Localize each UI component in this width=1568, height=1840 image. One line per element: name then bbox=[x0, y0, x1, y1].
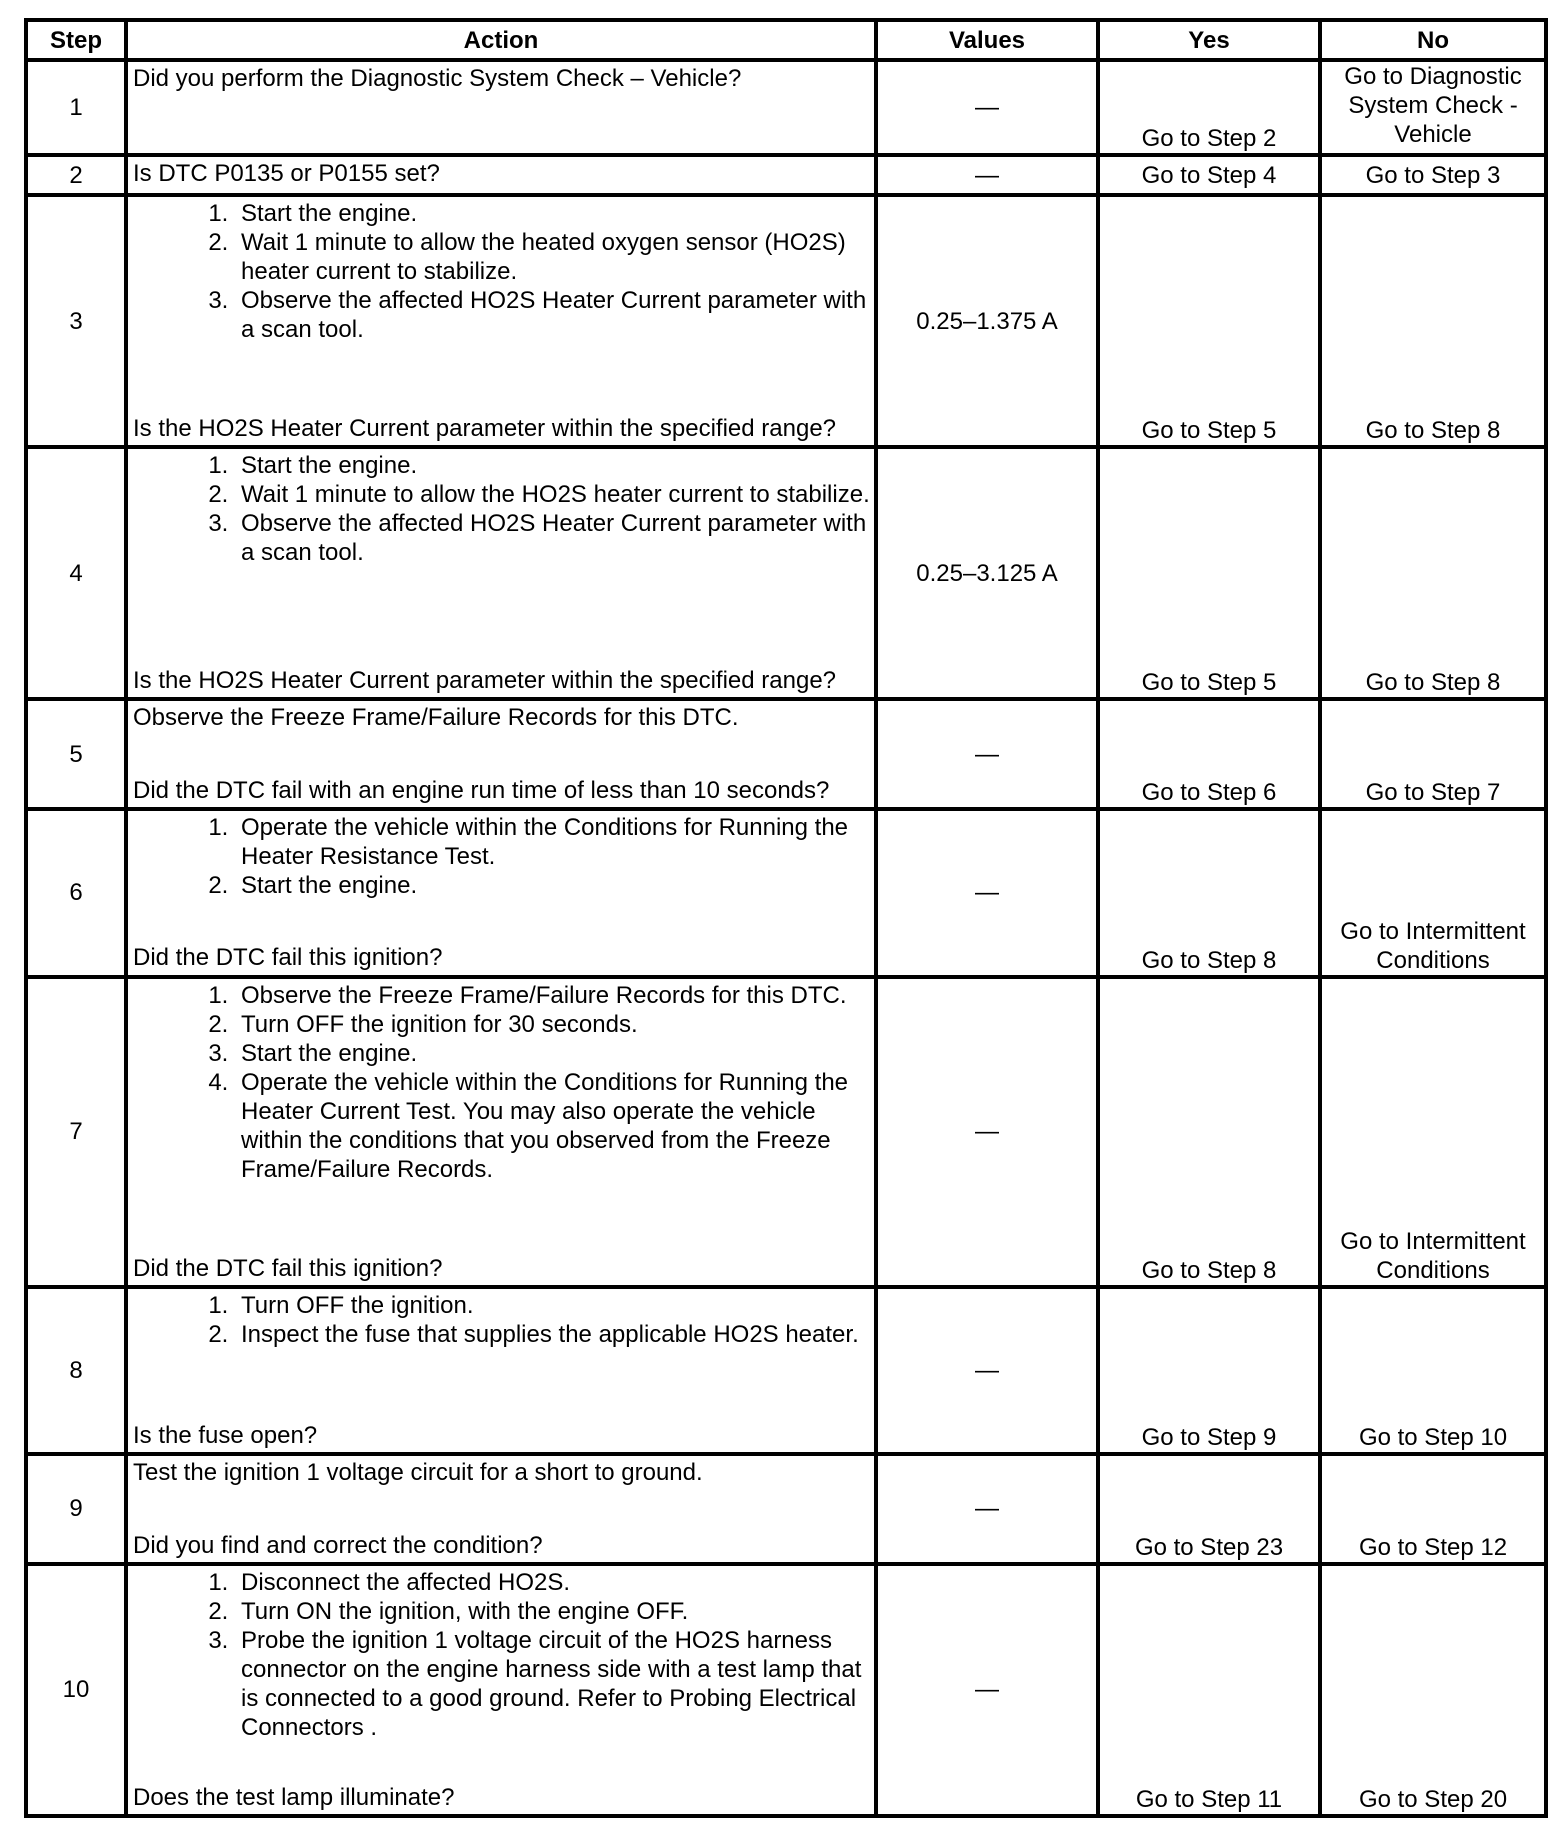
yes-cell: Go to Step 5 bbox=[1098, 447, 1320, 699]
values-cell: — bbox=[876, 60, 1098, 155]
no-cell: Go to Step 8 bbox=[1320, 195, 1546, 447]
action-cell bbox=[126, 447, 876, 699]
action-step-item: 2. Turn OFF the ignition for 30 seconds. bbox=[235, 1010, 870, 1039]
step-number: 6 bbox=[26, 809, 126, 976]
table-row bbox=[26, 1287, 1546, 1454]
action-step-item: 2. Inspect the fuse that supplies the applicable HO2S heater. bbox=[235, 1320, 870, 1349]
action-cell bbox=[126, 155, 876, 195]
header-action: Action bbox=[126, 20, 876, 60]
action-question: Is the HO2S Heater Current parameter within the specified range? bbox=[133, 415, 837, 443]
header-no: No bbox=[1320, 20, 1546, 60]
action-question: Is the HO2S Heater Current parameter within the specified range? bbox=[133, 667, 837, 695]
step-number: 10 bbox=[26, 1564, 126, 1816]
values-cell: 0.25–1.375 A bbox=[876, 195, 1098, 447]
action-steps bbox=[133, 451, 870, 567]
action-text: Is DTC P0135 or P0155 set? bbox=[133, 160, 440, 188]
action-cell bbox=[126, 60, 876, 155]
action-step-item: 3. Observe the affected HO2S Heater Current parameter with a scan tool. bbox=[235, 509, 870, 567]
no-cell: Go to Step 7 bbox=[1320, 699, 1546, 809]
no-cell: Go to Step 20 bbox=[1320, 1564, 1546, 1816]
action-cell bbox=[126, 809, 876, 976]
action-cell bbox=[126, 977, 876, 1287]
values-cell: — bbox=[876, 699, 1098, 809]
action-text: Observe the Freeze Frame/Failure Records for this DTC. bbox=[133, 704, 739, 732]
action-question: Did the DTC fail with an engine run time of less than 10 seconds? bbox=[133, 777, 830, 805]
yes-cell: Go to Step 11 bbox=[1098, 1564, 1320, 1816]
action-step-item: 2. Wait 1 minute to allow the HO2S heater current to stabilize. bbox=[235, 480, 870, 509]
no-cell: Go to Step 10 bbox=[1320, 1287, 1546, 1454]
action-question: Did you find and correct the condition? bbox=[133, 1531, 543, 1559]
step-number: 8 bbox=[26, 1287, 126, 1454]
action-question: Did the DTC fail this ignition? bbox=[133, 1254, 443, 1282]
action-step-item: 2. Wait 1 minute to allow the heated oxygen sensor (HO2S) heater current to stabilize. bbox=[235, 228, 870, 286]
no-cell: Go to Step 8 bbox=[1320, 447, 1546, 699]
table-row bbox=[26, 1454, 1546, 1564]
diagnostic-table bbox=[24, 18, 1548, 1818]
values-cell: 0.25–3.125 A bbox=[876, 447, 1098, 699]
values-cell: — bbox=[876, 977, 1098, 1287]
header-step: Step bbox=[26, 20, 126, 60]
yes-cell: Go to Step 6 bbox=[1098, 699, 1320, 809]
action-step-item: 2. Turn ON the ignition, with the engine OFF. bbox=[235, 1597, 870, 1626]
action-steps bbox=[133, 1291, 870, 1349]
step-number: 7 bbox=[26, 977, 126, 1287]
action-cell bbox=[126, 195, 876, 447]
step-number: 2 bbox=[26, 155, 126, 195]
yes-cell: Go to Step 4 bbox=[1098, 155, 1320, 195]
yes-cell: Go to Step 8 bbox=[1098, 809, 1320, 976]
values-cell: — bbox=[876, 155, 1098, 195]
header-row bbox=[26, 20, 1546, 60]
action-question: Did the DTC fail this ignition? bbox=[133, 944, 443, 972]
action-text: Test the ignition 1 voltage circuit for a short to ground. bbox=[133, 1458, 703, 1486]
action-cell bbox=[126, 1287, 876, 1454]
action-steps bbox=[133, 981, 870, 1184]
yes-cell: Go to Step 5 bbox=[1098, 195, 1320, 447]
action-cell bbox=[126, 1564, 876, 1816]
action-steps bbox=[133, 1568, 870, 1742]
action-step-item: 3. Start the engine. bbox=[235, 1039, 870, 1068]
action-step-item: 1. Observe the Freeze Frame/Failure Records for this DTC. bbox=[235, 981, 870, 1010]
yes-cell: Go to Step 23 bbox=[1098, 1454, 1320, 1564]
yes-cell: Go to Step 2 bbox=[1098, 60, 1320, 155]
no-cell: Go to Intermittent Conditions bbox=[1320, 809, 1546, 976]
action-cell bbox=[126, 699, 876, 809]
yes-cell: Go to Step 9 bbox=[1098, 1287, 1320, 1454]
step-number: 3 bbox=[26, 195, 126, 447]
action-step-item: 1. Operate the vehicle within the Conditions for Running the Heater Resistance Test. bbox=[235, 813, 870, 871]
action-step-item: 3. Probe the ignition 1 voltage circuit of the HO2S harness connector on the engine harness side with a test lamp that is connected to a good ground. Refer to Probing Electrical Connectors . bbox=[235, 1626, 870, 1742]
action-step-item: 1. Disconnect the affected HO2S. bbox=[235, 1568, 870, 1597]
values-cell: — bbox=[876, 1287, 1098, 1454]
values-cell: — bbox=[876, 1564, 1098, 1816]
header-yes: Yes bbox=[1098, 20, 1320, 60]
table-row bbox=[26, 1564, 1546, 1816]
yes-cell: Go to Step 8 bbox=[1098, 977, 1320, 1287]
action-step-item: 1. Turn OFF the ignition. bbox=[235, 1291, 870, 1320]
step-number: 5 bbox=[26, 699, 126, 809]
table-row bbox=[26, 155, 1546, 195]
table-row bbox=[26, 60, 1546, 155]
header-values: Values bbox=[876, 20, 1098, 60]
action-cell bbox=[126, 1454, 876, 1564]
action-question: Does the test lamp illuminate? bbox=[133, 1783, 455, 1811]
table-row bbox=[26, 195, 1546, 447]
action-step-item: 2. Start the engine. bbox=[235, 871, 870, 900]
action-step-item: 1. Start the engine. bbox=[235, 451, 870, 480]
action-step-item: 3. Observe the affected HO2S Heater Current parameter with a scan tool. bbox=[235, 286, 870, 344]
action-step-item: 1. Start the engine. bbox=[235, 199, 870, 228]
action-steps bbox=[133, 199, 870, 344]
action-question: Is the fuse open? bbox=[133, 1421, 318, 1449]
step-number: 9 bbox=[26, 1454, 126, 1564]
no-cell: Go to Intermittent Conditions bbox=[1320, 977, 1546, 1287]
step-number: 4 bbox=[26, 447, 126, 699]
table-row bbox=[26, 809, 1546, 976]
action-text: Did you perform the Diagnostic System Check – Vehicle? bbox=[133, 65, 742, 92]
action-steps bbox=[133, 813, 870, 900]
table-row bbox=[26, 699, 1546, 809]
step-number: 1 bbox=[26, 60, 126, 155]
action-step-item: 4. Operate the vehicle within the Conditions for Running the Heater Current Test. You may also operate the vehicle within the conditions that you observed from the Freeze Frame/Failure Records. bbox=[235, 1068, 870, 1184]
values-cell: — bbox=[876, 1454, 1098, 1564]
values-cell: — bbox=[876, 809, 1098, 976]
no-cell: Go to Step 12 bbox=[1320, 1454, 1546, 1564]
no-cell: Go to Diagnostic System Check - Vehicle bbox=[1320, 60, 1546, 155]
table-row bbox=[26, 447, 1546, 699]
no-cell: Go to Step 3 bbox=[1320, 155, 1546, 195]
table-row bbox=[26, 977, 1546, 1287]
